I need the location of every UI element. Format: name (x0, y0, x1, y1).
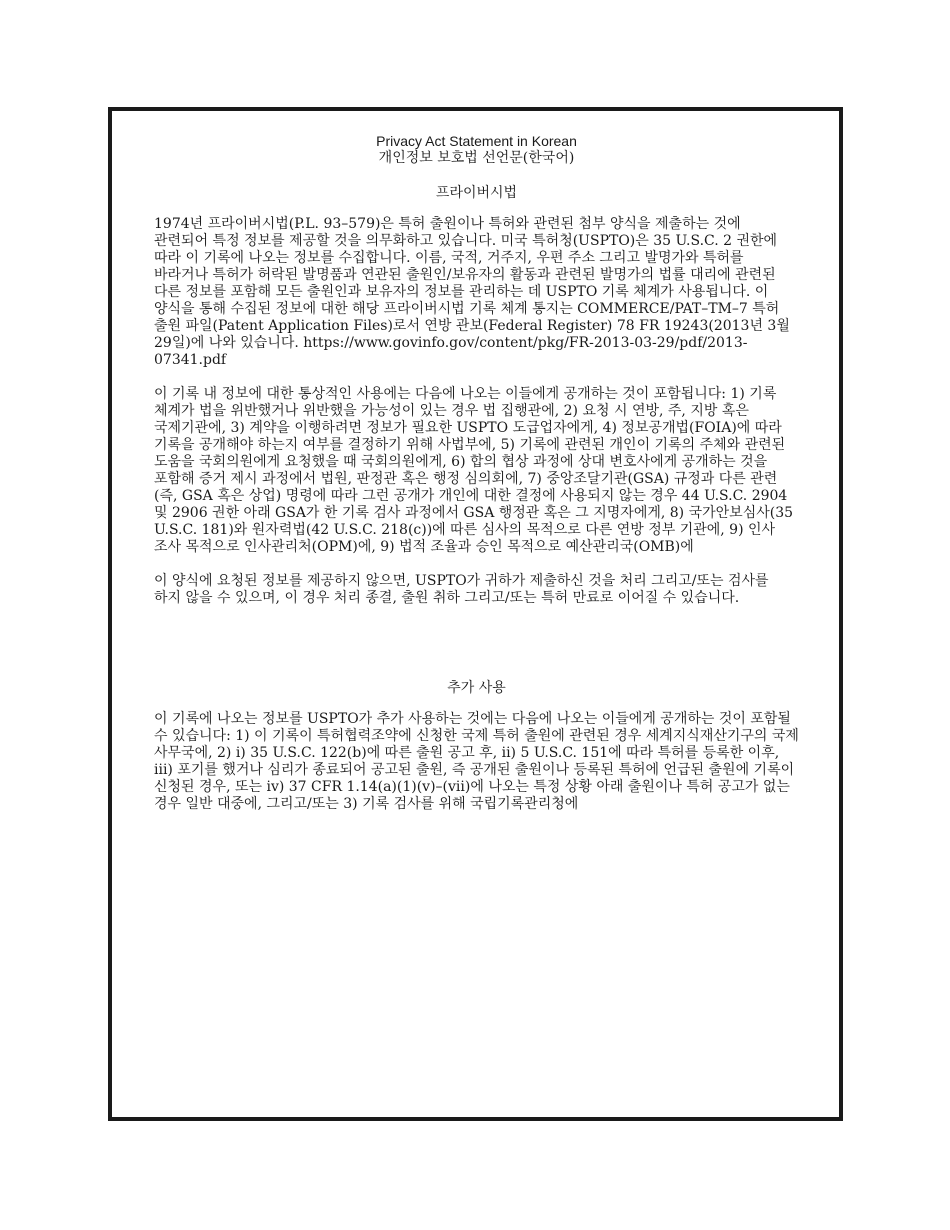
section-spacer (154, 624, 799, 680)
paragraph-additional-uses: 이 기록에 나오는 정보를 USPTO가 추가 사용하는 것에는 다음에 나오는 이들에게 공개하는 것이 포함될 수 있습니다: 1) 이 기록이 특허협력조약에 신청한 국제 특허 출원에 관련된 경우 세계지식재산기구의 국제 사무국에, 2) i) 35 U.S.C. 122(b)에 따른 출원 공고 후, ii) 5 U.S.C. 151에 따라 특허를 등록한 이후, iii) 포기를 했거나 심리가 종료되어 공고된 출원, 즉 공개된 출원이나 등록된 특허에 언급된 출원에 기록이 신청된 경우, 또는 iv) 37 CFR 1.14(a)(1)(v)–(vii)에 나오는 특정 상황 아래 출원이나 특허 공고가 없는 경우 일반 대중에, 그리고/또는 3) 기록 검사를 위해 국립기록관리청에 (154, 711, 799, 812)
document-frame (108, 107, 843, 1121)
paragraph-privacy-act-intro: 1974년 프라이버시법(P.L. 93–579)은 특허 출원이나 특허와 관련된 첨부 양식을 제출하는 것에 관련되어 특정 정보를 제공할 것을 의무화하고 있습니다. 미국 특허청(USPTO)은 35 U.S.C. 2 권한에 따라 이 기록에 나오는 정보를 수집합니다. 이름, 국적, 거주지, 우편 주소 그리고 발명가와 특허를 바라거나 특허가 허락된 발명품과 연관된 출원인/보유자의 활동과 관련된 발명가의 법률 대리에 관련된 다른 정보를 포함해 모든 출원인과 보유자의 정보를 관리하는 데 USPTO 기록 체계가 사용됩니다. 이 양식을 통해 수집된 정보에 대한 해당 프라이버시법 기록 체계 통지는 COMMERCE/PAT–TM–7 특허 출원 파일(Patent Application Files)로서 연방 관보(Federal Register) 78 FR 19243(2013년 3월 29일)에 나와 있습니다. https://www.govinfo.gov/content/pkg/FR-2013-03-29/pdf/2013-07341.pdf (154, 216, 790, 368)
document-content (154, 133, 799, 830)
title-english: Privacy Act Statement in Korean (376, 133, 577, 149)
section-heading-privacy-act: 프라이버시법 (435, 185, 518, 201)
section-heading-additional-uses: 추가 사용 (447, 680, 506, 696)
title-korean: 개인정보 보호법 선언문(한국어) (378, 150, 575, 166)
paragraph-routine-uses: 이 기록 내 정보에 대한 통상적인 사용에는 다음에 나오는 이들에게 공개하는 것이 포함됩니다: 1) 기록 체계가 법을 위반했거나 위반했을 가능성이 있는 경우 법 집행관에, 2) 요청 시 연방, 주, 지방 혹은 국제기관에, 3) 계약을 이행하려면 정보가 필요한 USPTO 도급업자에게, 4) 정보공개법(FOIA)에 따라 기록을 공개해야 하는지 여부를 결정하기 위해 사법부에, 5) 기록에 관련된 개인이 기록의 주체와 관련된 도움을 국회의원에게 요청했을 때 국회의원에게, 6) 합의 협상 과정에 상대 변호사에게 공개하는 것을 포함해 증거 제시 과정에서 법원, 판정관 혹은 행정 심의회에, 7) 중앙조달기관(GSA) 규정과 다른 관련(즉, GSA 혹은 상업) 명령에 따라 그런 공개가 개인에 대한 결정에 사용되지 않는 경우 44 U.S.C. 2904 및 2906 권한 아래 GSA가 한 기록 검사 과정에서 GSA 행정관 혹은 그 지명자에게, 8) 국가안보심사(35 U.S.C. 181)와 원자력법(42 U.S.C. 218(c))에 따른 심사의 목적으로 다른 연방 정부 기관에, 9) 인사 조사 목적으로 인사관리처(OPM)에, 9) 법적 조율과 승인 목적으로 예산관리국(OMB)에 (154, 386, 794, 555)
paragraph-failure-to-provide: 이 양식에 요청된 정보를 제공하지 않으면, USPTO가 귀하가 제출하신 것을 처리 그리고/또는 검사를 하지 않을 수 있으며, 이 경우 처리 종결, 출원 취하 그리고/또는 특허 만료로 이어질 수 있습니다. (154, 573, 769, 606)
